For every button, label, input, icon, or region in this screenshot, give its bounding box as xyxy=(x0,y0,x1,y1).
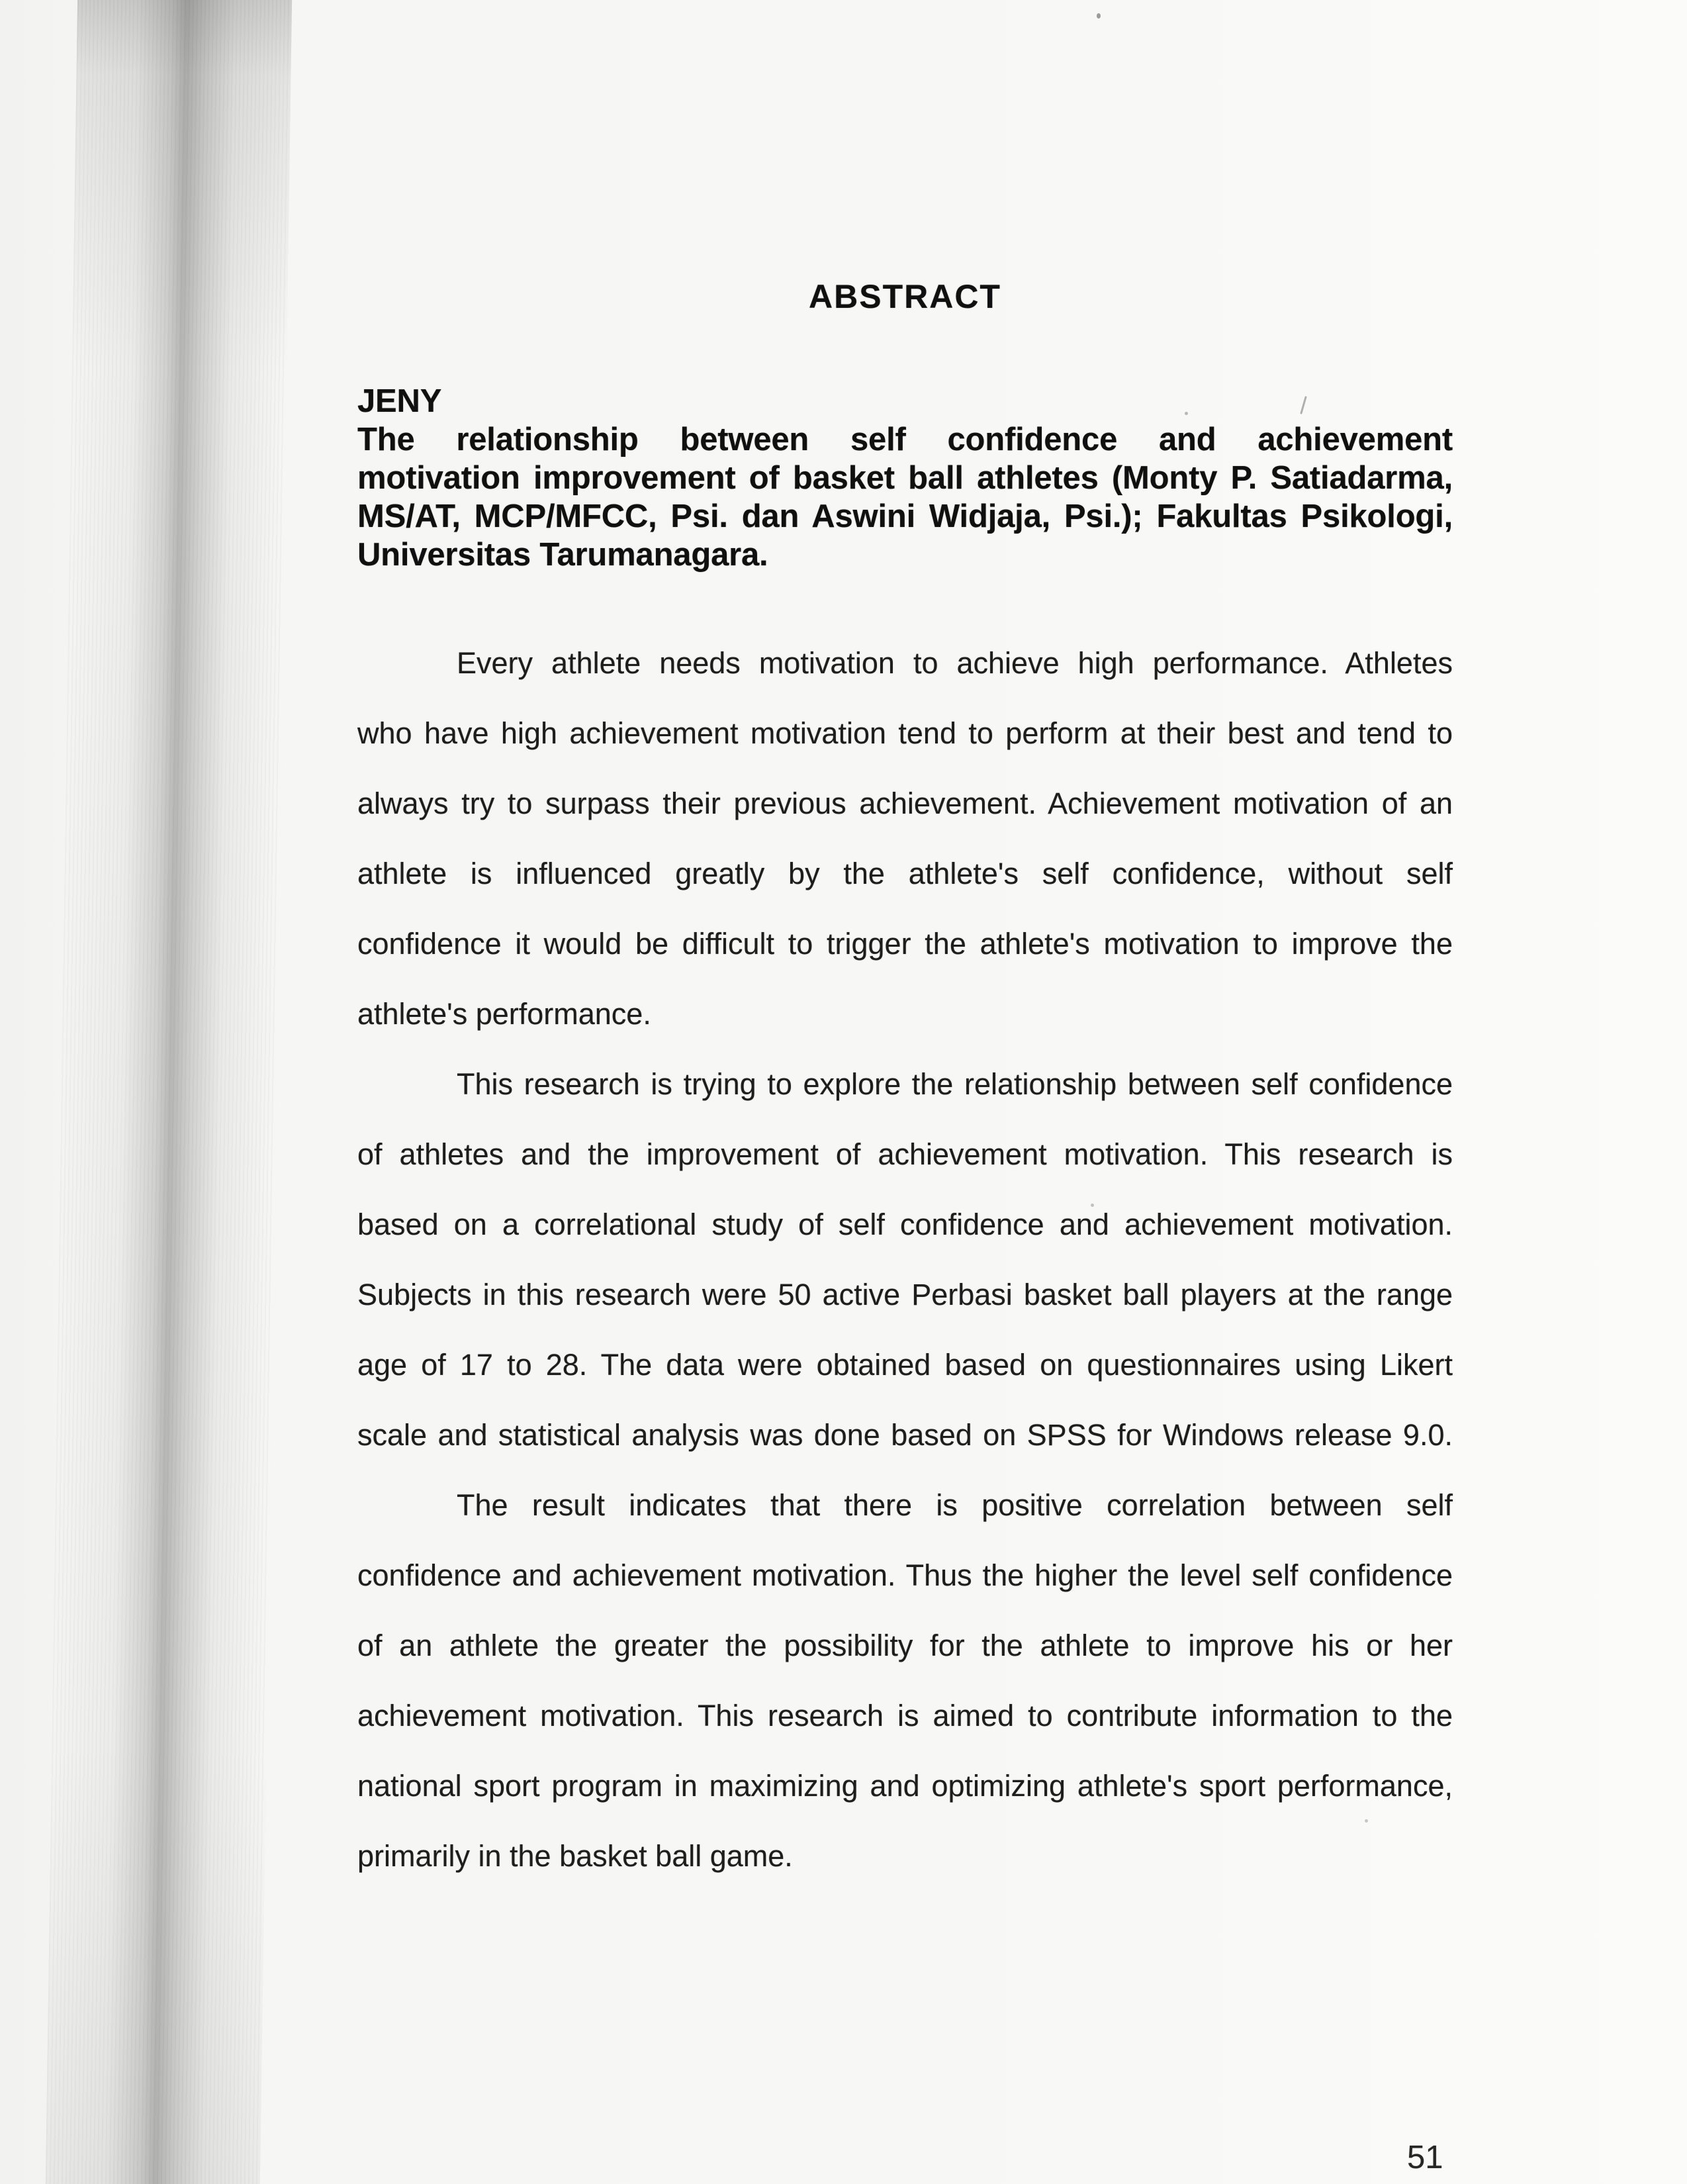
scanner-shadow-band xyxy=(44,0,293,2184)
abstract-text-line: based on a correlational study of self confidence and achievement motivation. xyxy=(357,1208,1453,1241)
abstract-text-line: athlete's performance. xyxy=(357,997,651,1031)
abstract-text-line: The result indicates that there is positive correlation between self xyxy=(457,1488,1453,1522)
thesis-title-line: The relationship between self confidence and achievement xyxy=(357,422,1453,457)
thesis-title xyxy=(357,420,1453,574)
page-number: 51 xyxy=(1407,2140,1443,2175)
abstract-text-line: who have high achievement motivation tend to perform at their best and tend to xyxy=(357,716,1453,750)
abstract-text-line: confidence it would be difficult to trigger the athlete's motivation to improve the xyxy=(357,927,1453,961)
abstract-text-line: always try to surpass their previous achievement. Achievement motivation of an xyxy=(357,786,1453,820)
abstract-text-line: athlete is influenced greatly by the athlete's self confidence, without self xyxy=(357,857,1453,890)
thesis-title-line: MS/AT, MCP/MFCC, Psi. dan Aswini Widjaja, Psi.); Fakultas Psikologi, xyxy=(357,499,1453,534)
abstract-text-line: age of 17 to 28. The data were obtained based on questionnaires using Likert xyxy=(357,1348,1453,1382)
abstract-body xyxy=(357,628,1453,1891)
abstract-text-line: confidence and achievement motivation. Thus the higher the level self confidence xyxy=(357,1558,1453,1592)
abstract-text-line: of an athlete the greater the possibility for the athlete to improve his or her xyxy=(357,1629,1453,1662)
page-title: ABSTRACT xyxy=(809,278,1001,315)
author-title-block xyxy=(357,382,1453,574)
abstract-text-line: national sport program in maximizing and optimizing athlete's sport performance, xyxy=(357,1769,1453,1803)
thesis-title-line: motivation improvement of basket ball athletes (Monty P. Satiadarma, xyxy=(357,460,1453,496)
abstract-text-line: achievement motivation. This research is aimed to contribute information to the xyxy=(357,1699,1453,1733)
abstract-text-line: Every athlete needs motivation to achieve high performance. Athletes xyxy=(457,646,1453,680)
author-name: JENY xyxy=(357,383,442,419)
abstract-text-line: scale and statistical analysis was done based on SPSS for Windows release 9.0. xyxy=(357,1418,1453,1452)
thesis-title-line: Universitas Tarumanagara. xyxy=(357,537,768,573)
abstract-text-line: Subjects in this research were 50 active Perbasi basket ball players at the range xyxy=(357,1278,1453,1311)
abstract-text-line: This research is trying to explore the relationship between self confidence xyxy=(457,1067,1453,1101)
abstract-text-line: primarily in the basket ball game. xyxy=(357,1839,793,1873)
scan-speck xyxy=(1097,13,1101,19)
abstract-text-line: of athletes and the improvement of achievement motivation. This research is xyxy=(357,1137,1453,1171)
